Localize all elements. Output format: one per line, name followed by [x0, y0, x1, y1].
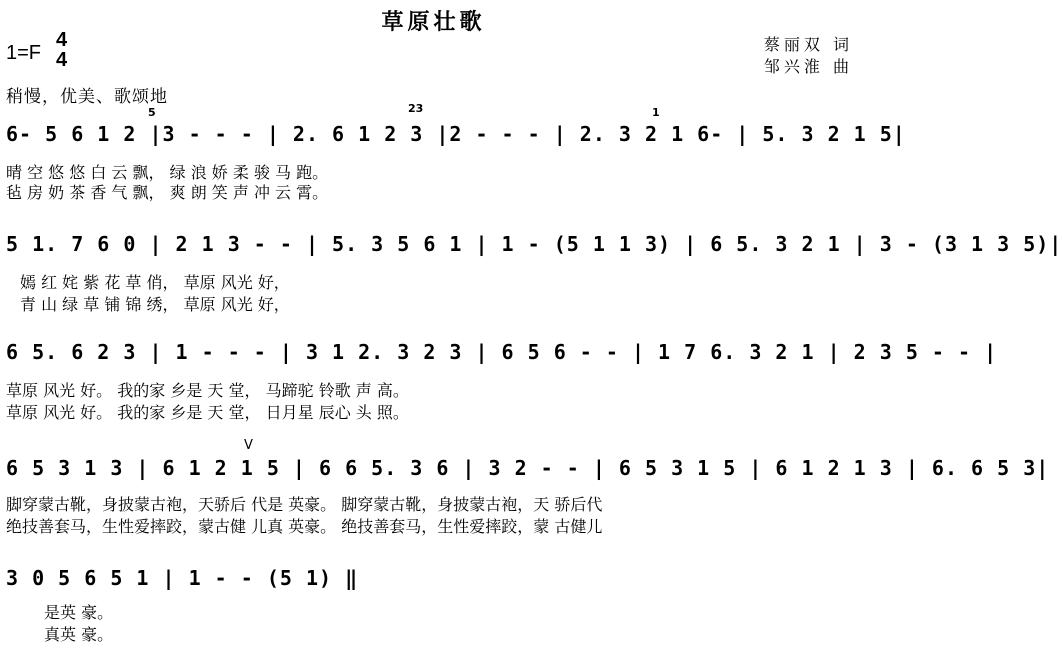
time-signature: [56, 30, 67, 70]
lyric-line-5-verse-1: 是英 豪。: [44, 603, 114, 622]
key-signature: 1=F: [6, 42, 42, 64]
marker-23: 23: [408, 102, 424, 115]
marker-5: 5: [148, 106, 156, 119]
tempo-marking: 稍慢，优美、歌颂地: [6, 87, 168, 107]
lyricist-credit: 蔡丽双 词: [763, 35, 853, 54]
notation-line-3: 6 5. 6 2 3 | 1 - - - | 3 1 2. 3 2 3 | 6 5 6 - - | 1 7 6. 3 2 1 | 2 3 5 - - |: [6, 340, 998, 364]
lyric-line-3-verse-2: 草原 风光 好。 我的家 乡是 天 堂， 日月星 辰心 头 照。: [6, 403, 409, 422]
composer-credit: 邹兴淮 曲: [763, 57, 853, 76]
lyric-line-1-verse-1: 晴 空 悠 悠 白 云 飘， 绿 浪 娇 柔 骏 马 跑。: [6, 163, 329, 182]
lyric-line-5-verse-2: 真英 豪。: [44, 625, 114, 644]
lyric-line-4-verse-2: 绝技善套马，生性爱摔跤，蒙古健 儿真 英豪。 绝技善套马，生性爱摔跤，蒙 古健儿: [6, 517, 603, 536]
notation-line-2: 5 1. 7 6 0 | 2 1 3 - - | 5. 3 5 6 1 | 1 - (5 1 1 3) | 6 5. 3 2 1 | 3 - (3 1 3 5)|: [6, 232, 1062, 256]
lyric-line-4-verse-1: 脚穿蒙古靴，身披蒙古袍，天骄后 代是 英豪。 脚穿蒙古靴，身披蒙古袍，天 骄后代: [6, 495, 603, 514]
notation-line-5: 3 0 5 6 5 1 | 1 - - (5 1) ‖: [6, 566, 359, 590]
lyric-line-3-verse-1: 草原 风光 好。 我的家 乡是 天 堂， 马蹄驼 铃歌 声 高。: [6, 381, 409, 400]
notation-line-4: 6 5 3 1 3 | 6 1 2 1 5 | 6 6 5. 3 6 | 3 2 - - | 6 5 3 1 5 | 6 1 2 1 3 | 6. 6 5 3|: [6, 456, 1050, 480]
song-title: 草原壮歌: [381, 10, 486, 35]
lyric-line-2-verse-1: 嫣 红 姹 紫 花 草 俏， 草原 风光 好，: [20, 273, 290, 292]
lyric-line-1-verse-2: 毡 房 奶 茶 香 气 飘， 爽 朗 笑 声 冲 云 霄。: [6, 183, 329, 202]
marker-1: 1: [652, 106, 660, 119]
notation-line-1: 6- 5 6 1 2 |3 - - - | 2. 6 1 2 3 |2 - - - | 2. 3 2 1 6- | 5. 3 2 1 5|: [6, 122, 906, 146]
time-signature-bottom: 4: [56, 49, 68, 71]
lyric-line-2-verse-2: 青 山 绿 草 铺 锦 绣， 草原 风光 好，: [20, 295, 290, 314]
time-signature-top: 4: [56, 29, 68, 51]
breath-mark: V: [244, 438, 253, 453]
